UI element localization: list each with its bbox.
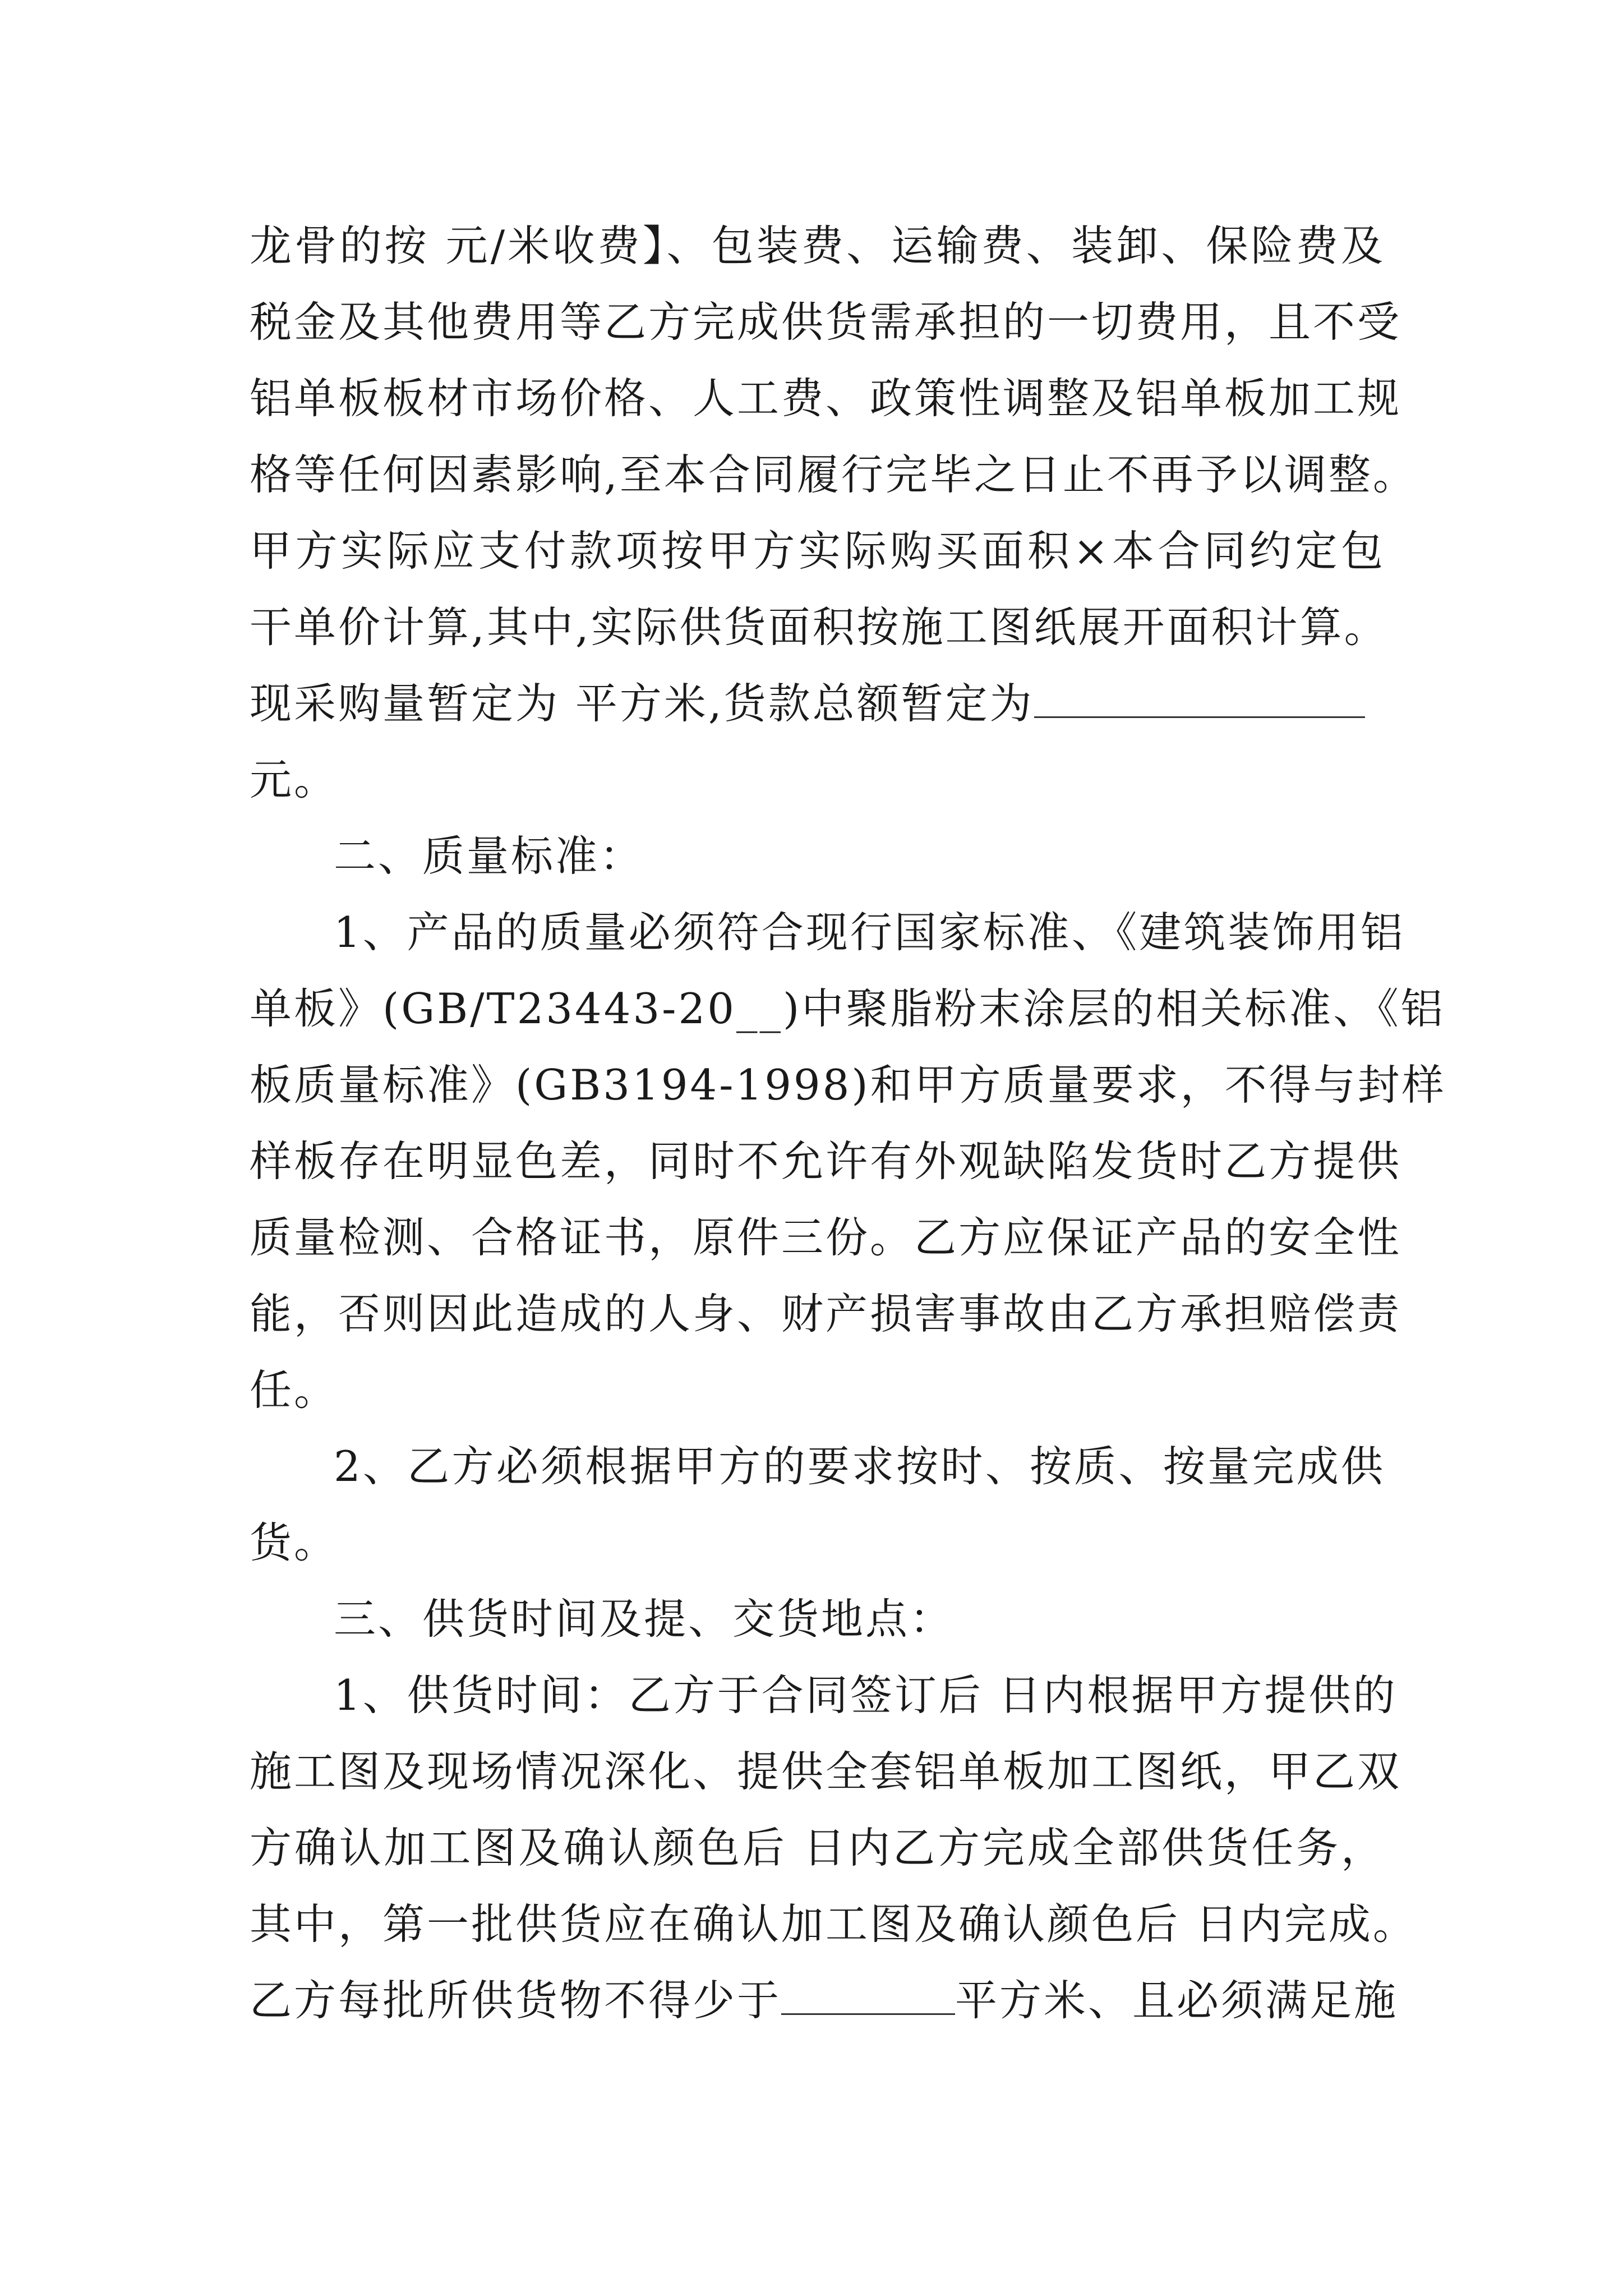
- text-line: 单板》(GB/T23443-20__)中聚脂粉末涂层的相关标准、《铝: [250, 984, 1445, 1033]
- text-line: 干单价计算,其中,实际供货面积按施工图纸展开面积计算。: [250, 602, 1389, 652]
- text-line: 1、供货时间：乙方于合同签订后 日内根据甲方提供的: [334, 1671, 1398, 1720]
- text-line: 格等任何因素影响,至本合同履行完毕之日止不再予以调整。: [250, 450, 1417, 499]
- text-line: 甲方实际应支付款项按甲方实际购买面积×本合同约定包: [250, 526, 1385, 576]
- text-segment: 平方米、且必须满足施: [955, 1976, 1399, 2025]
- text-line: 任。: [250, 1365, 339, 1415]
- text-line: 货。: [250, 1518, 339, 1567]
- text-line: 税金及其他费用等乙方完成供货需承担的一切费用，且不受: [250, 297, 1402, 347]
- text-segment: 现采购量暂定为 平方米,货款总额暂定为: [250, 679, 1034, 728]
- text-line: 能，否则因此造成的人身、财产损害事故由乙方承担赔偿责: [250, 1289, 1402, 1338]
- document-body: [250, 208, 1446, 2039]
- text-segment: 乙方每批所供货物不得少于: [250, 1976, 782, 2025]
- text-line: 方确认加工图及确认颜色后 日内乙方完成全部供货任务，: [250, 1823, 1385, 1872]
- text-line: 板质量标准》(GB3194-1998)和甲方质量要求，不得与封样: [250, 1060, 1446, 1110]
- section-heading: 三、供货时间及提、交货地点：: [334, 1594, 955, 1644]
- text-line: 元。: [250, 755, 339, 804]
- fill-in-blank: [1034, 682, 1365, 718]
- text-line: 2、乙方必须根据甲方的要求按时、按质、按量完成供: [334, 1442, 1385, 1491]
- text-line: 施工图及现场情况深化、提供全套铝单板加工图纸，甲乙双: [250, 1747, 1402, 1796]
- text-line-with-blank: [250, 1962, 1399, 2039]
- text-line: 1、产品的质量必须符合现行国家标准、《建筑装饰用铝: [334, 908, 1405, 957]
- fill-in-blank: [781, 1978, 955, 2015]
- section-heading: 二、质量标准：: [334, 831, 644, 881]
- text-line: 龙骨的按 元/米收费】、包装费、运输费、装卸、保险费及: [250, 221, 1385, 270]
- text-line-with-blank: [250, 665, 1385, 742]
- text-line: 铝单板板材市场价格、人工费、政策性调整及铝单板加工规: [250, 374, 1402, 423]
- text-line: 其中，第一批供货应在确认加工图及确认颜色后 日内完成。: [250, 1899, 1417, 1949]
- text-line: 质量检测、合格证书，原件三份。乙方应保证产品的安全性: [250, 1213, 1402, 1262]
- text-line: 样板存在明显色差，同时不允许有外观缺陷发货时乙方提供: [250, 1137, 1402, 1186]
